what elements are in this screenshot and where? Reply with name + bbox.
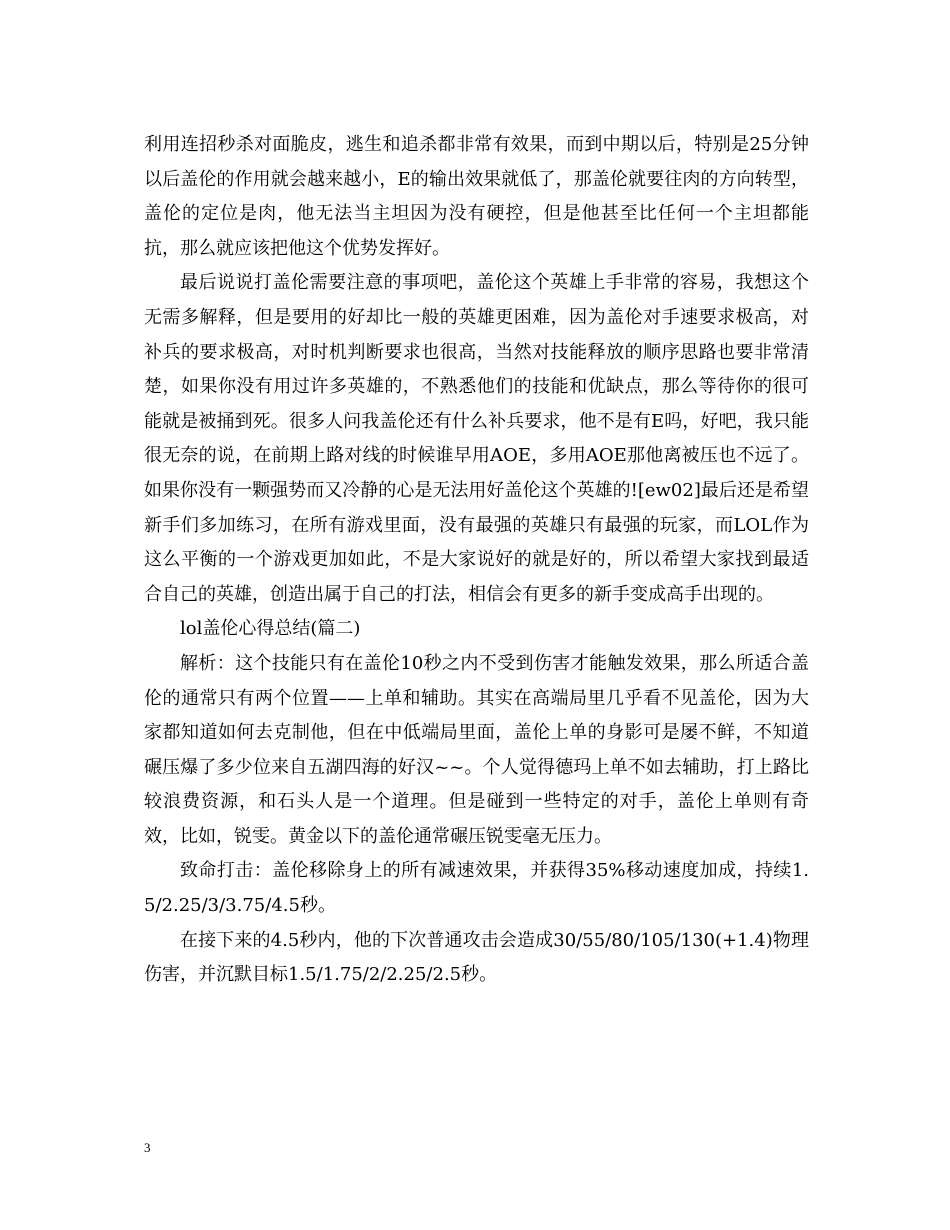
paragraph-3: 解析：这个技能只有在盖伦10秒之内不受到伤害才能触发效果，那么所适合盖伦的通常只有两个位置——上单和辅助。其实在高端局里几乎看不见盖伦，因为大家都知道如何去克制他，但在中低端局里面，盖伦上单的身影可是屡不鲜，不知道碾压爆了多少位来自五湖四海的好汉~~。个人觉得德玛上单不如去辅助，打上路比较浪费资源，和石头人是一个道理。但是碰到一些特定的对手，盖伦上单则有奇效，比如，锐雯。黄金以下的盖伦通常碾压锐雯毫无压力。 <box>144 652 809 847</box>
paragraph-4: 致命打击：盖伦移除身上的所有减速效果，并获得35%移动速度加成，持续1.5/2.25/3/3.75/4.5秒。 <box>144 860 809 917</box>
page-number: 3 <box>144 1140 151 1155</box>
document-page <box>144 128 809 993</box>
paragraph-1: 利用连招秒杀对面脆皮，逃生和追杀都非常有效果，而到中期以后，特别是25分钟以后盖伦的作用就会越来越小，E的输出效果就低了，那盖伦就要往肉的方向转型，盖伦的定位是肉，他无法当主坦因为没有硬控，但是他甚至比任何一个主坦都能抗，那么就应该把他这个优势发挥好。 <box>144 134 809 259</box>
paragraph-5: 在接下来的4.5秒内，他的下次普通攻击会造成30/55/80/105/130(+1.4)物理伤害，并沉默目标1.5/1.75/2/2.25/2.5秒。 <box>144 929 809 986</box>
paragraph-2: 最后说说打盖伦需要注意的事项吧，盖伦这个英雄上手非常的容易，我想这个无需多解释，但是要用的好却比一般的英雄更困难，因为盖伦对手速要求极高，对补兵的要求极高，对时机判断要求也很高，当然对技能释放的顺序思路也要非常清楚，如果你没有用过许多英雄的，不熟悉他们的技能和优缺点，那么等待你的很可能就是被捅到死。很多人问我盖伦还有什么补兵要求，他不是有E吗，好吧，我只能很无奈的说，在前期上路对线的时候谁早用AOE，多用AOE那他离被压也不远了。如果你没有一颗强势而又冷静的心是无法用好盖伦这个英雄的![ew02]最后还是希望新手们多加练习，在所有游戏里面，没有最强的英雄只有最强的玩家，而LOL作为这么平衡的一个游戏更加如此，不是大家说好的就是好的，所以希望大家找到最适合自己的英雄，创造出属于自己的打法，相信会有更多的新手变成高手出现的。 <box>144 272 809 605</box>
section-heading: lol盖伦心得总结(篇二) <box>180 618 361 640</box>
